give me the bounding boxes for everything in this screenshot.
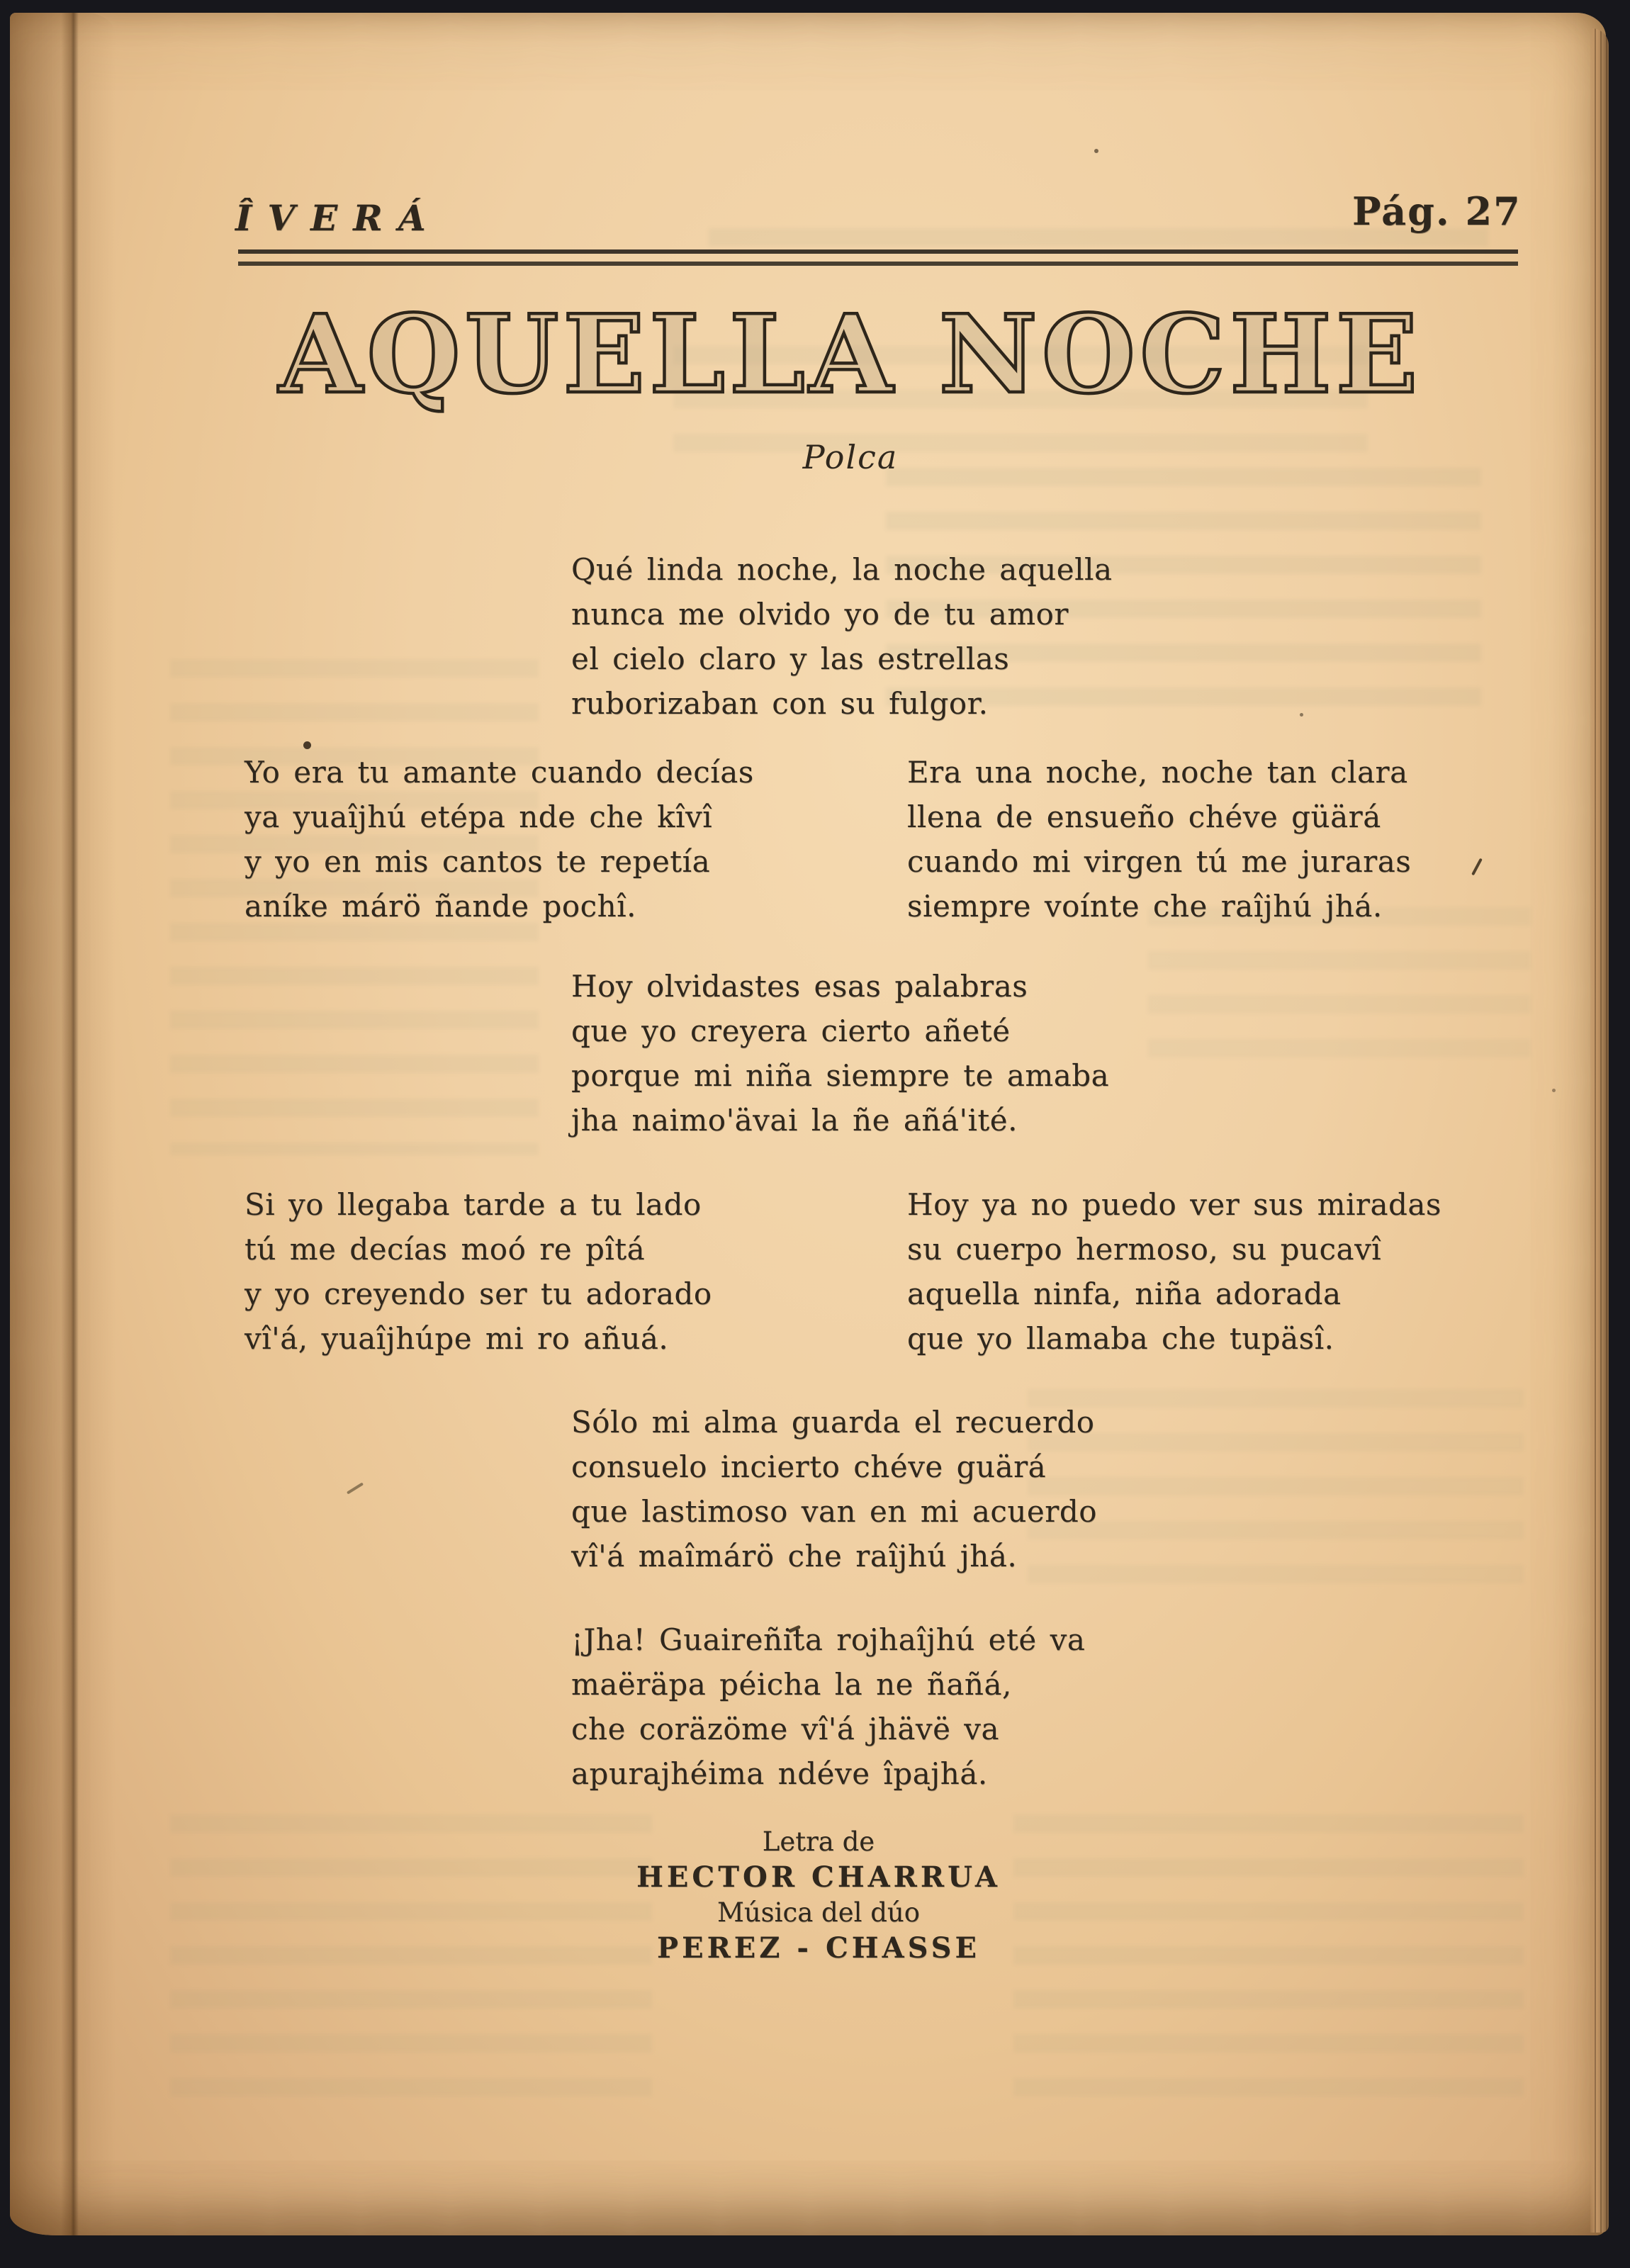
header-double-rule [238,249,1518,266]
verse-line: porque mi niña siempre te amaba [571,1058,1110,1093]
verse-line: aquella ninfa, niña adorada [907,1276,1342,1311]
verse-line: aníke márö ñande pochî. [244,889,637,924]
stanza-right-1 [907,750,1411,928]
verse-line: apurajhéima ndéve îpajhá. [571,1756,988,1791]
verse-line: que yo llamaba che tupäsî. [907,1321,1334,1356]
verse-line: Yo era tu amante cuando decías [244,755,754,790]
composers-name: PEREZ - CHASSE [657,1931,980,1965]
verse-line: y yo en mis cantos te repetía [244,844,711,879]
verse-line: che coräzöme vî'á jhävë va [571,1712,1000,1746]
verse-line: y yo creyendo ser tu adorado [244,1276,712,1311]
verse-line: maëräpa péicha la ne ñañá, [571,1667,1012,1702]
lyrics-label: Letra de [762,1826,875,1857]
stanza-center-2 [571,1400,1097,1578]
verse-line: consuelo incierto chéve guärá [571,1449,1047,1484]
verse-line: vî'á, yuaîjhúpe mi ro añuá. [244,1321,669,1356]
stanza-right-2 [907,1182,1441,1361]
verse-line: vî'á maîmárö che raîjhú jhá. [571,1539,1018,1573]
song-title: AQUELLA NOCHE [279,291,1422,417]
verse-line: cuando mi virgen tú me juraras [907,844,1412,879]
lyricist-name: HECTOR CHARRUA [636,1860,1001,1894]
verse-line: Hoy ya no puedo ver sus miradas [907,1187,1441,1222]
verse-line: que lastimoso van en mi acuerdo [571,1494,1098,1529]
verse-line: Hoy olvidastes esas palabras [571,969,1028,1004]
verse-line: siempre voínte che raîjhú jhá. [907,889,1383,924]
stanza-left-2 [244,1182,712,1361]
verse-line: Qué linda noche, la noche aquella [571,552,1113,587]
verse-line: su cuerpo hermoso, su pucavî [907,1232,1382,1267]
verse-line: Sólo mi alma guarda el recuerdo [571,1405,1095,1439]
verse-line: nunca me olvido yo de tu amor [571,597,1069,631]
verse-line: ruborizaban con su fulgor. [571,686,989,721]
music-label: Música del dúo [716,1897,921,1928]
stanza-opening [571,547,1113,726]
verse-line: que yo creyera cierto añeté [571,1014,1011,1048]
stanza-center-1 [571,964,1109,1143]
magazine-title: ÎVERÁ [235,197,442,239]
song-credits [599,1824,1038,1966]
stanza-final [571,1617,1085,1796]
verse-line: el cielo claro y las estrellas [571,641,1010,676]
verse-line: jha naimo'ävai la ñe añá'ité. [571,1103,1018,1138]
verse-line: Era una noche, noche tan clara [907,755,1408,790]
verse-line: ¡Jha! Guaireñita rojhaîjhú eté va [571,1622,1086,1657]
verse-line: ya yuaîjhú etépa nde che kîvî [244,799,713,834]
stanza-left-1 [244,750,754,928]
song-genre: Polca [802,438,899,476]
verse-line: tú me decías moó re pîtá [244,1232,646,1267]
verse-line: llena de ensueño chéve güärá [907,799,1381,834]
verse-line: Si yo llegaba tarde a tu lado [244,1187,702,1222]
page-number: Pág. 27 [1352,189,1522,234]
